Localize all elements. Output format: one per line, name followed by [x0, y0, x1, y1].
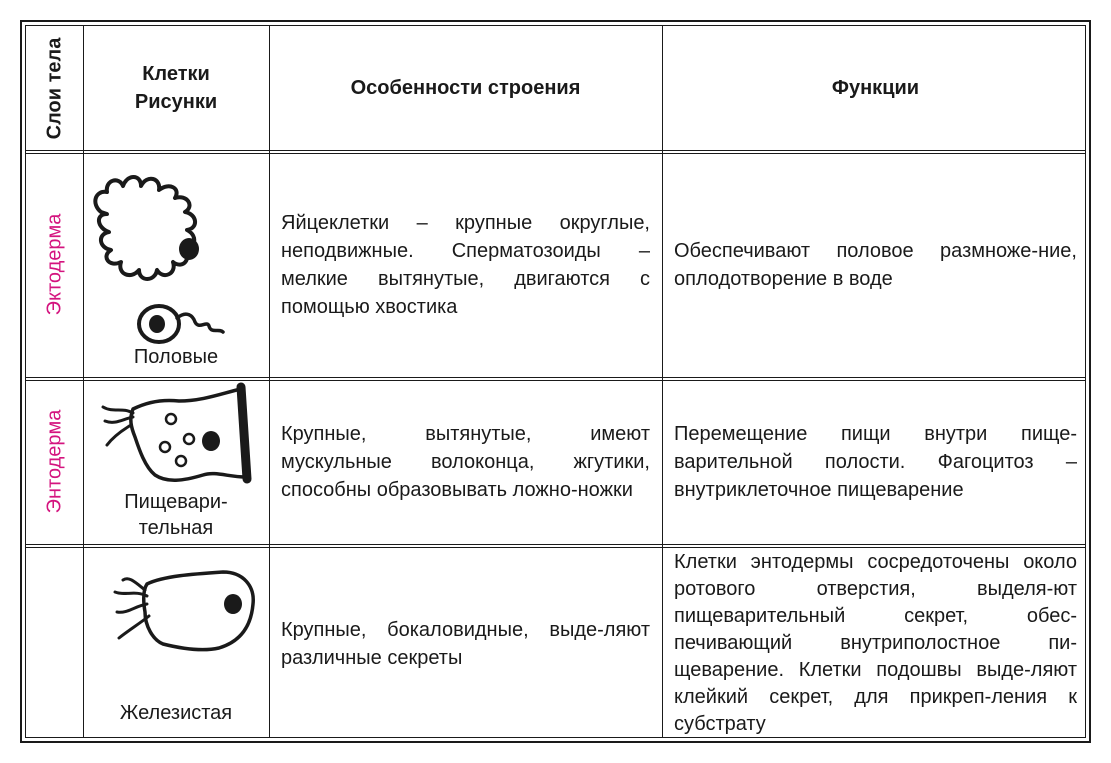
row3-structure-text: Крупные, бокаловидные, выде-ляют различные секреты — [281, 618, 650, 669]
row2-cell-name — [83, 489, 269, 541]
header-layers-text: Слои тела — [43, 37, 66, 139]
row1-structure — [269, 152, 662, 377]
row3-function-text: Клетки энтодермы сосредоточены около ротового отверстия, выделя-ют пищеварительный секрет, обес-печивающий внутриполостное пи-щеварение. Клетки подошвы выде-ляют клейкий секрет, для прикреп-ления к субстрату — [674, 551, 1077, 735]
row2-function — [662, 379, 1089, 544]
row2-cell-name-line2: тельная — [138, 517, 214, 539]
row1-function-text: Обеспечивают половое размноже-ние, оплодотворение в воде — [674, 239, 1077, 290]
header-cells — [83, 26, 269, 150]
header-functions — [662, 26, 1089, 150]
table-grid — [25, 25, 1086, 738]
row1-structure-text: Яйцеклетки – крупные округлые, неподвижные. Сперматозоиды – мелкие вытянутые, двигаются с помощью хвостика — [281, 211, 650, 318]
row1-layer — [26, 152, 83, 377]
row2-structure-text: Крупные, вытянутые, имеют мускульные волоконца, жгутики, способны образовывать ложно-ножки — [281, 422, 650, 501]
row1-cell-name: Половые — [133, 346, 219, 368]
row2-cell-name-line1: Пищевари- — [124, 491, 228, 513]
cell-layers-table — [20, 20, 1091, 743]
row3-picture — [83, 546, 269, 741]
row1-function — [662, 152, 1089, 377]
row2-picture — [83, 379, 269, 544]
header-cells-line2: Рисунки — [134, 91, 218, 113]
row1-layer-text: Эктодерма — [43, 213, 66, 316]
header-structure — [269, 26, 662, 150]
row3-cell-name: Железистая — [119, 702, 233, 724]
header-layers — [26, 26, 83, 150]
header-functions-text: Функции — [831, 77, 920, 99]
row1-picture — [83, 152, 269, 377]
row3-function — [662, 546, 1089, 741]
header-structure-text: Особенности строения — [350, 77, 581, 99]
row3-structure — [269, 546, 662, 741]
header-cells-line1: Клетки — [142, 63, 210, 85]
row3-layer — [26, 546, 83, 741]
row2-structure — [269, 379, 662, 544]
row2-layer-text: Энтодерма — [43, 409, 66, 514]
row2-layer — [26, 379, 83, 544]
row2-function-text: Перемещение пищи внутри пище-варительной полости. Фагоцитоз – внутриклеточное пищеварение — [674, 422, 1077, 501]
